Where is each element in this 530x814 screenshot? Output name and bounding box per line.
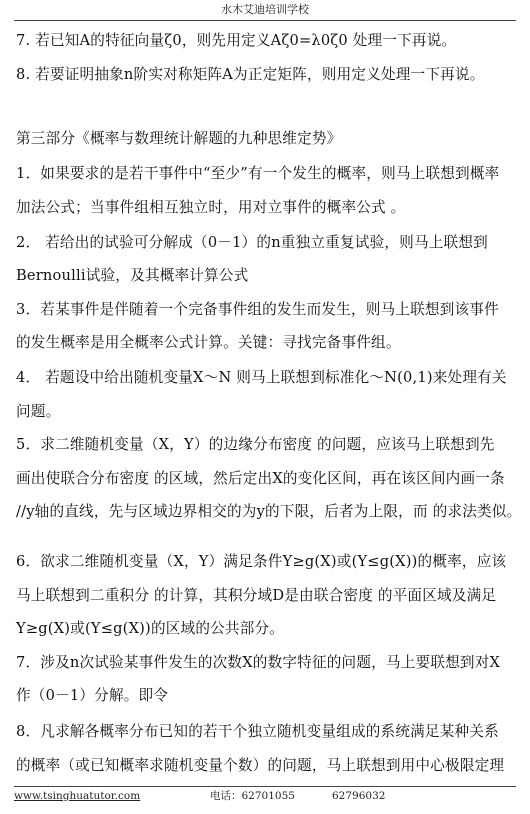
text-line: Bernoulli试验，及其概率计算公式 — [16, 267, 249, 284]
website-link[interactable]: www.tsinghuatutor.com — [14, 790, 141, 802]
phone-number: 62796032 — [332, 790, 386, 802]
text-line: //y轴的直线，先与区域边界相交的为y的下限，后者为上限，而 的求法类似。 — [16, 503, 522, 520]
text-line: 4． 若题设中给出随机变量X～N 则马上联想到标准化～N(0,1)来处理有关 — [16, 369, 507, 386]
text-line: 2． 若给出的试验可分解成（0－1）的n重独立重复试验，则马上联想到 — [16, 234, 488, 251]
page-footer — [14, 786, 516, 806]
text-line: 3．若某事件是伴随着一个完备事件组的发生而发生，则马上联想到该事件 — [16, 301, 499, 318]
text-line: 7. 若已知A的特征向量ζ0，则先用定义Aζ0=λ0ζ0 处理一下再说。 — [16, 32, 457, 49]
text-line: 加法公式；当事件组相互独立时，用对立事件的概率公式 。 — [16, 199, 406, 216]
text-line: 的概率（或已知概率求随机变量个数）的问题，马上联想到用中心极限定理 — [16, 757, 505, 774]
text-line: 画出使联合分布密度 的区域，然后定出X的变化区间，再在该区间内画一条 — [16, 470, 505, 487]
text-line: 5．求二维随机变量（X，Y）的边缘分布密度 的问题，应该马上联想到先 — [16, 436, 495, 453]
text-line: 问题。 — [16, 403, 61, 420]
text-line: Y≥g(X)或(Y≤g(X))的区域的公共部分。 — [16, 620, 285, 637]
text-line: 马上联想到二重积分 的计算，其积分域D是由联合密度 的平面区域及满足 — [16, 587, 497, 604]
page-header: 水木艾迪培训学校 — [221, 3, 309, 16]
text-line: 8．凡求解各概率分布已知的若干个独立随机变量组成的系统满足某种关系 — [16, 723, 499, 740]
section-title: 第三部分《概率与数理统计解题的九种思维定势》 — [16, 130, 342, 147]
text-line: 7．涉及n次试验某事件发生的次数X的数字特征的问题，马上要联想到对X — [16, 654, 501, 671]
text-line: 8. 若要证明抽象n阶实对称矩阵A为正定矩阵，则用定义处理一下再说。 — [16, 66, 485, 83]
header-divider — [14, 20, 516, 21]
phone-number: 电话：62701055 — [210, 790, 295, 802]
text-line: 1．如果要求的是若干事件中“至少”有一个发生的概率，则马上联想到概率 — [16, 165, 500, 182]
text-line: 作（0－1）分解。即令 — [16, 687, 169, 704]
text-line: 6．欲求二维随机变量（X，Y）满足条件Y≥g(X)或(Y≤g(X))的概率，应该 — [16, 553, 507, 570]
text-line: 的发生概率是用全概率公式计算。关键：寻找完备事件组。 — [16, 334, 401, 351]
